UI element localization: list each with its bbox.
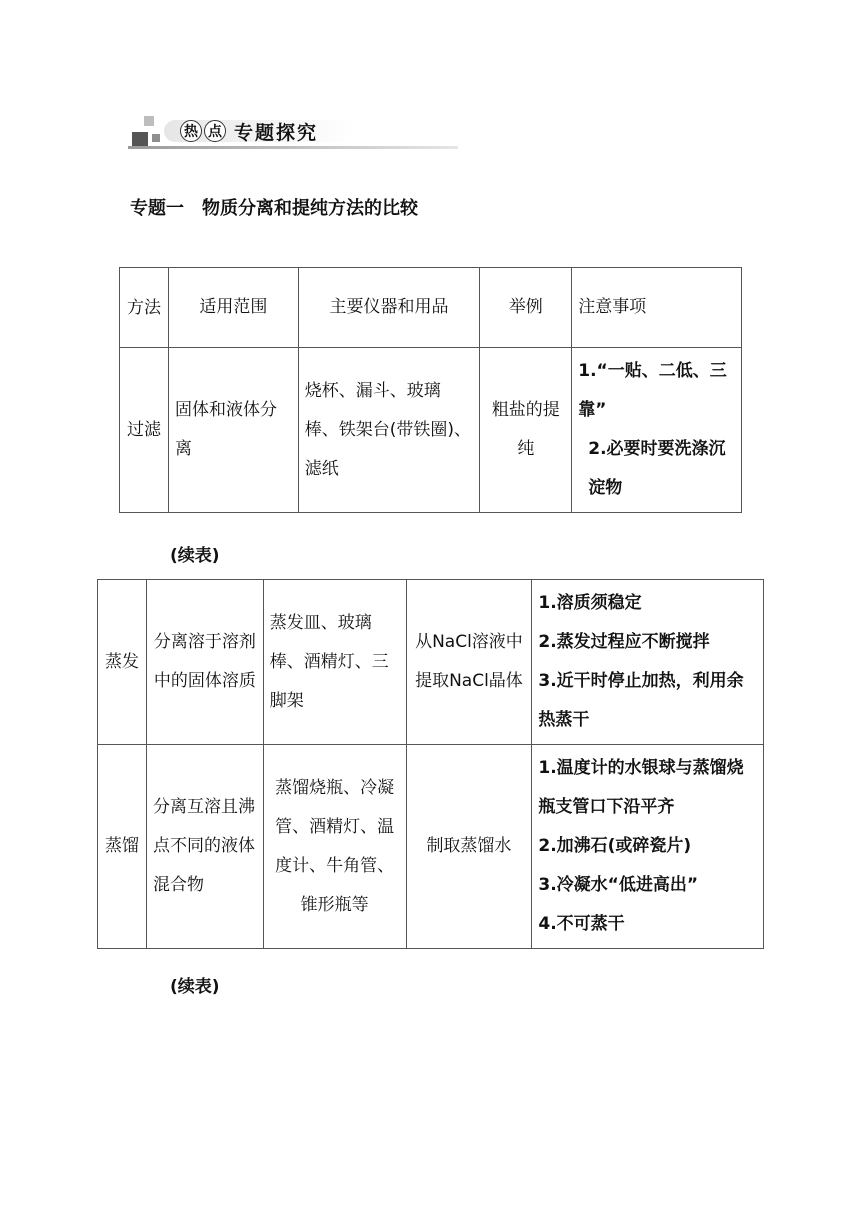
cell-method: 蒸发 [98, 580, 147, 745]
decor-square [152, 134, 160, 142]
table-row [98, 745, 764, 949]
banner-circle-char: 热 [180, 120, 202, 142]
section-banner [128, 110, 468, 154]
note-line: 2.蒸发过程应不断搅拌 [538, 632, 710, 652]
continued-label: (续表) [170, 977, 220, 997]
table-row [120, 348, 742, 513]
decor-square [144, 116, 154, 126]
note-line: 2.加沸石(或碎瓷片) [538, 836, 692, 856]
banner-title: 专题探究 [234, 122, 319, 144]
comparison-table-continued [97, 579, 764, 949]
section-heading: 专题一 物质分离和提纯方法的比较 [130, 198, 418, 219]
continued-label: (续表) [170, 546, 220, 566]
table-header-row [120, 268, 742, 348]
note-line: 2.必要时要洗涤沉淀物 [588, 439, 726, 498]
cell-notes [572, 348, 742, 513]
cell-scope: 固体和液体分离 [168, 348, 298, 513]
cell-example: 从NaCl溶液中提取NaCl晶体 [406, 580, 532, 745]
note-line: 1.溶质须稳定 [538, 593, 642, 613]
header-equipment: 主要仪器和用品 [298, 268, 480, 348]
cell-scope: 分离溶于溶剂中的固体溶质 [146, 580, 263, 745]
cell-method: 蒸馏 [98, 745, 147, 949]
table-row [98, 580, 764, 745]
header-notes: 注意事项 [572, 268, 742, 348]
cell-equipment: 烧杯、漏斗、玻璃棒、铁架台(带铁圈)、滤纸 [298, 348, 480, 513]
note-line: 3.近干时停止加热，利用余热蒸干 [538, 671, 744, 730]
header-example: 举例 [480, 268, 572, 348]
note-line: 4.不可蒸干 [538, 914, 625, 934]
cell-example: 粗盐的提纯 [480, 348, 572, 513]
header-method: 方法 [120, 268, 169, 348]
note-line: 3.冷凝水“低进高出” [538, 875, 698, 895]
cell-method: 过滤 [120, 348, 169, 513]
cell-example: 制取蒸馏水 [406, 745, 532, 949]
note-line: 1.温度计的水银球与蒸馏烧瓶支管口下沿平齐 [538, 758, 744, 817]
banner-circle-char: 点 [204, 120, 226, 142]
comparison-table [119, 267, 742, 513]
header-scope: 适用范围 [168, 268, 298, 348]
cell-notes [532, 745, 764, 949]
cell-scope: 分离互溶且沸点不同的液体混合物 [146, 745, 263, 949]
cell-equipment: 蒸发皿、玻璃棒、酒精灯、三脚架 [263, 580, 406, 745]
cell-notes [532, 580, 764, 745]
cell-equipment: 蒸馏烧瓶、冷凝管、酒精灯、温度计、牛角管、锥形瓶等 [263, 745, 406, 949]
banner-underline [128, 146, 458, 149]
note-line: 1.“一贴、二低、三靠” [578, 361, 727, 420]
